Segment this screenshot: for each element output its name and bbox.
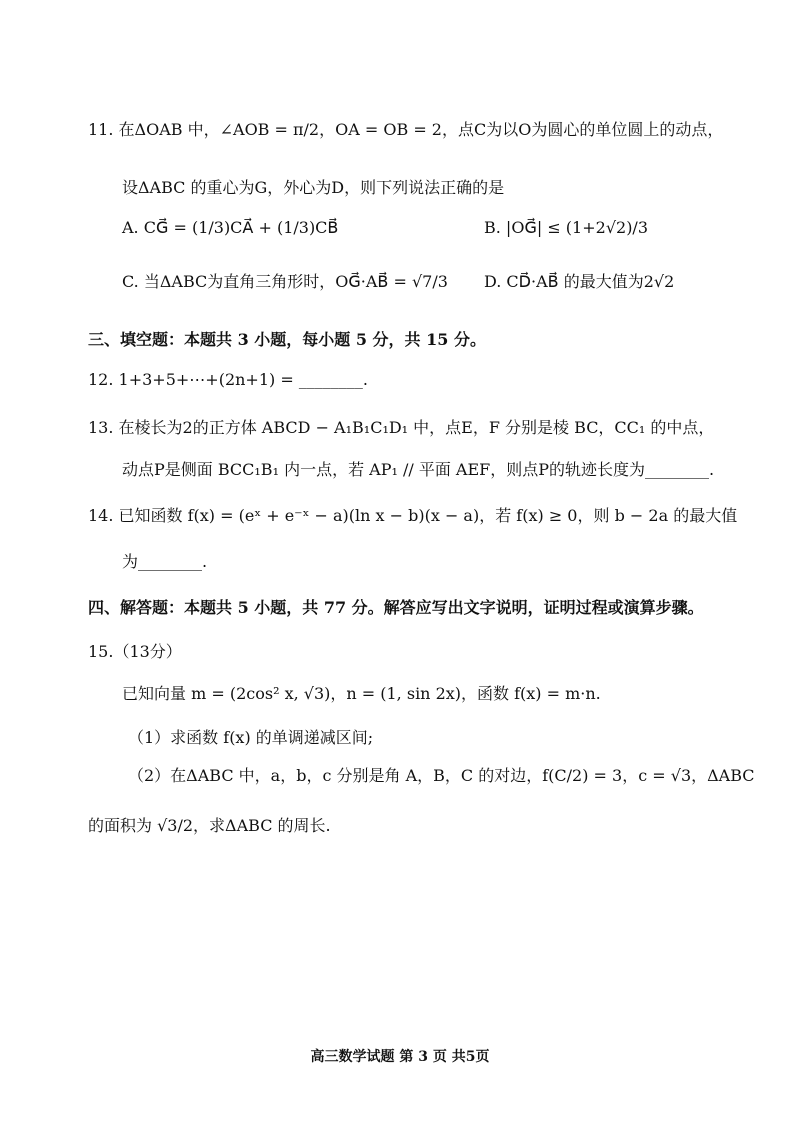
page-footer: 高三数学试题 第 3 页 共5页 <box>310 1049 490 1065</box>
section-3-header: 三、填空题：本题共 3 小题，每小题 5 分，共 15 分。 <box>88 330 486 349</box>
q13-line2: 动点P是侧面 BCC₁B₁ 内一点，若 AP₁ // 平面 AEF，则点P的轨迹长度为________. <box>122 460 715 479</box>
q15-part2-continued: 的面积为 √3/2，求ΔABC 的周长. <box>88 816 331 835</box>
q11-option-a: A. CG⃗ = (1/3)CA⃗ + (1/3)CB⃗ <box>122 218 339 237</box>
q15-label: 15.（13分） <box>88 642 182 661</box>
q11-stem-line2: 设ΔABC 的重心为G，外心为D，则下列说法正确的是 <box>122 178 505 197</box>
q15-given: 已知向量 m = (2cos² x, √3)，n = (1, sin 2x)，函数 f(x) = m·n. <box>122 684 601 703</box>
q11-option-c: C. 当ΔABC为直角三角形时，OG⃗·AB⃗ = √7/3 <box>122 272 448 291</box>
q13-line1: 13. 在棱长为2的正方体 ABCD − A₁B₁C₁D₁ 中，点E，F 分别是棱 BC，CC₁ 的中点， <box>88 418 715 437</box>
q11-option-b: B. |OG⃗| ≤ (1+2√2)/3 <box>484 218 648 237</box>
q12-text: 12. 1+3+5+⋯+(2n+1) = ________. <box>88 370 368 389</box>
q15-part1: （1）求函数 f(x) 的单调递减区间; <box>128 728 374 747</box>
section-4-header: 四、解答题：本题共 5 小题，共 77 分。解答应写出文字说明，证明过程或演算步骤。 <box>88 598 704 617</box>
q14-line2: 为________. <box>122 552 208 571</box>
q11-stem-line1: 11. 在ΔOAB 中，∠AOB = π/2，OA = OB = 2，点C为以O为圆心的单位圆上的动点， <box>88 120 724 139</box>
q14-line1: 14. 已知函数 f(x) = (eˣ + e⁻ˣ − a)(ln x − b)(x − a)，若 f(x) ≥ 0，则 b − 2a 的最大值 <box>88 506 738 525</box>
q11-option-d: D. CD⃗·AB⃗ 的最大值为2√2 <box>484 272 675 291</box>
q15-part2: （2）在ΔABC 中，a，b，c 分别是角 A，B，C 的对边，f(C/2) = 3，c = √3，ΔABC <box>128 766 755 785</box>
